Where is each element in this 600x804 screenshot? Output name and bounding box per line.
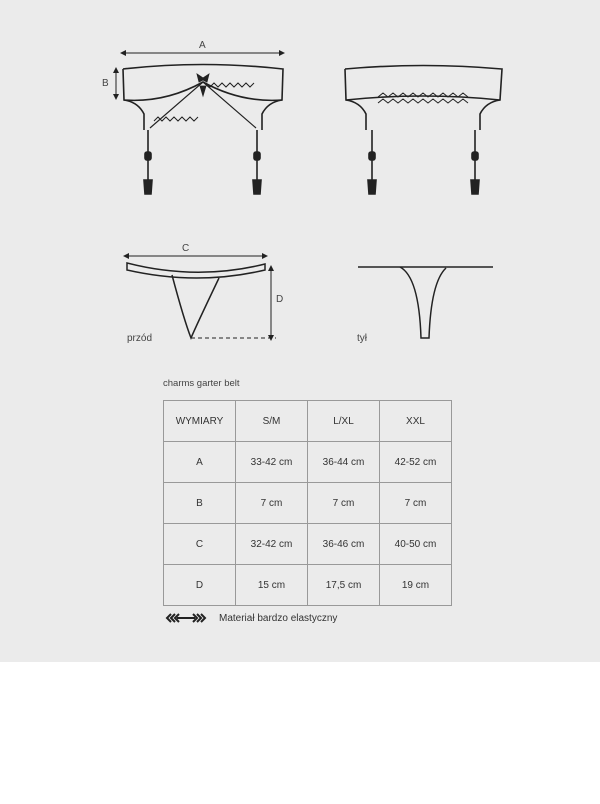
table-cell: 42-52 cm	[380, 442, 452, 483]
table-cell: 15 cm	[236, 565, 308, 606]
table-cell: 36-44 cm	[308, 442, 380, 483]
elastic-note-text: Materiał bardzo elastyczny	[219, 612, 338, 624]
dimension-d-label: D	[276, 294, 284, 305]
dimension-a-label: A	[199, 40, 206, 51]
garter-belt-back-drawing	[345, 66, 502, 195]
header-cell: S/M	[236, 401, 308, 442]
thong-front-drawing	[126, 256, 276, 338]
back-view-label: tył	[357, 333, 367, 344]
size-table	[163, 400, 452, 606]
table-cell: 36-46 cm	[308, 524, 380, 565]
header-cell: L/XL	[308, 401, 380, 442]
front-view-label: przód	[127, 333, 153, 344]
table-row	[164, 524, 452, 565]
table-cell: 7 cm	[236, 483, 308, 524]
table-row	[164, 565, 452, 606]
table-cell: 32-42 cm	[236, 524, 308, 565]
table-title: charms garter belt	[163, 378, 240, 389]
table-header-row	[164, 401, 452, 442]
elastic-note	[165, 612, 337, 624]
table-row	[164, 442, 452, 483]
header-cell: WYMIARY	[164, 401, 236, 442]
thong-back-drawing	[358, 267, 493, 338]
table-cell: C	[164, 524, 236, 565]
table-cell: A	[164, 442, 236, 483]
table-cell: 7 cm	[380, 483, 452, 524]
table-row	[164, 483, 452, 524]
table-cell: B	[164, 483, 236, 524]
table-cell: D	[164, 565, 236, 606]
table-cell: 33-42 cm	[236, 442, 308, 483]
table-cell: 19 cm	[380, 565, 452, 606]
table-cell: 40-50 cm	[380, 524, 452, 565]
dimension-c-label: C	[182, 243, 190, 254]
table-cell: 7 cm	[308, 483, 380, 524]
garter-belt-front-drawing	[116, 53, 283, 194]
table-cell: 17,5 cm	[308, 565, 380, 606]
elastic-arrows-icon	[165, 612, 207, 624]
dimension-b-label: B	[102, 78, 109, 89]
header-cell: XXL	[380, 401, 452, 442]
